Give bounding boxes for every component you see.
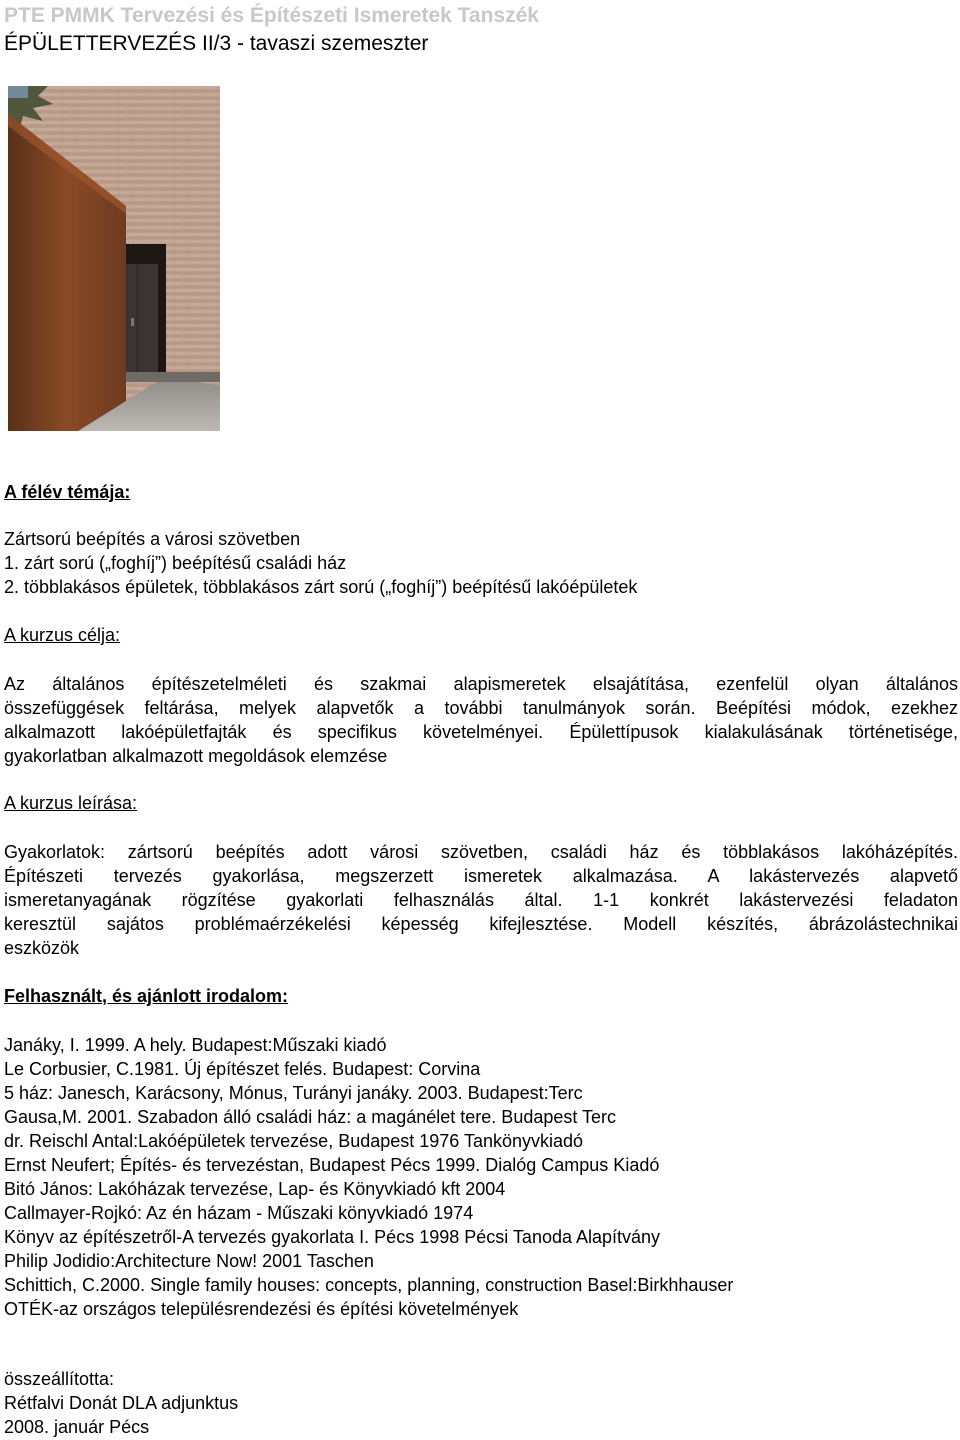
aim-paragraph [4, 672, 958, 768]
literature-item: dr. Reischl Antal:Lakóépületek tervezése, Budapest 1976 Tankönyvkiadó [4, 1131, 584, 1151]
aim-row: alkalmazott lakóépületfajták és specifikus követelményei. Épülettípusok kialakulásának történetisége, [4, 722, 958, 742]
literature-item: Schittich, C.2000. Single family houses: concepts, planning, construction Basel:Birkhhauser [4, 1275, 734, 1295]
literature-item: 5 ház: Janesch, Karácsony, Mónus, Turányi janáky. 2003. Budapest:Terc [4, 1083, 583, 1103]
building-facade-photo [8, 86, 220, 431]
theme-line: 2. többlakásos épületek, többlakásos zárt sorú („foghíj”) beépítésű lakóépületek [4, 577, 638, 597]
literature-item: Gausa,M. 2001. Szabadon álló családi ház: a magánélet tere. Budapest Terc [4, 1107, 617, 1127]
literature-item: Callmayer-Rojkó: Az én házam - Műszaki könyvkiadó 1974 [4, 1203, 474, 1223]
description-heading: A kurzus leírása: [4, 793, 138, 813]
signature-name: Rétfalvi Donát DLA adjunktus [4, 1393, 239, 1413]
aim-heading: A kurzus célja: [4, 625, 121, 645]
signature-block [4, 1367, 238, 1439]
course-title: ÉPÜLETTERVEZÉS II/3 - tavaszi szemeszter [4, 32, 429, 55]
literature-item: Le Corbusier, C.1981. Új építészet felés. Budapest: Corvina [4, 1059, 481, 1079]
literature-item: Könyv az építészetről-A tervezés gyakorlata I. Pécs 1998 Pécsi Tanoda Alapítvány [4, 1227, 661, 1247]
theme-line: 1. zárt sorú („foghíj”) beépítésű családi ház [4, 553, 347, 573]
literature-list [4, 1033, 733, 1321]
aim-row: gyakorlatban alkalmazott megoldások elemzése [4, 746, 388, 766]
description-row: Gyakorlatok: zártsorú beépítés adott városi szövetben, családi ház és többlakásos lakóházépítés. [4, 842, 958, 862]
theme-heading: A félév témája: [4, 482, 131, 502]
literature-item: OTÉK-az országos településrendezési és építési követelmények [4, 1299, 519, 1319]
description-row: eszközök [4, 938, 80, 958]
literature-item: Janáky, I. 1999. A hely. Budapest:Műszaki kiadó [4, 1035, 387, 1055]
description-paragraph [4, 840, 958, 960]
theme-line: Zártsorú beépítés a városi szövetben [4, 529, 301, 549]
aim-row: összefüggések feltárása, melyek alapvetők a további tanulmányok során. Beépítési módok, ezekhez [4, 698, 958, 718]
literature-item: Ernst Neufert; Építés- és tervezéstan, Budapest Pécs 1999. Dialóg Campus Kiadó [4, 1155, 660, 1175]
signature-date: 2008. január Pécs [4, 1417, 150, 1437]
description-row: Építészeti tervezés gyakorlása, megszerzett ismeretek alkalmazása. A lakástervezés alapvető [4, 866, 958, 886]
aim-row: Az általános építészetelméleti és szakmai alapismeretek elsajátítása, ezenfelül olyan általános [4, 674, 958, 694]
literature-heading: Felhasznált, és ajánlott irodalom: [4, 986, 289, 1006]
department-header: PTE PMMK Tervezési és Építészeti Ismeretek Tanszék [4, 4, 539, 27]
photo-illustration [8, 86, 220, 431]
literature-item: Philip Jodidio:Architecture Now! 2001 Taschen [4, 1251, 374, 1271]
description-row: keresztül sajátos problémaérzékelési képesség kifejlesztése. Modell készítés, ábrázolástechnikai [4, 914, 958, 934]
literature-item: Bitó János: Lakóházak tervezése, Lap- és Könyvkiadó kft 2004 [4, 1179, 506, 1199]
signature-label: összeállította: [4, 1369, 115, 1389]
description-row: ismeretanyagának rögzítése gyakorlati felhasználás által. 1-1 konkrét lakástervezési feladaton [4, 890, 958, 910]
